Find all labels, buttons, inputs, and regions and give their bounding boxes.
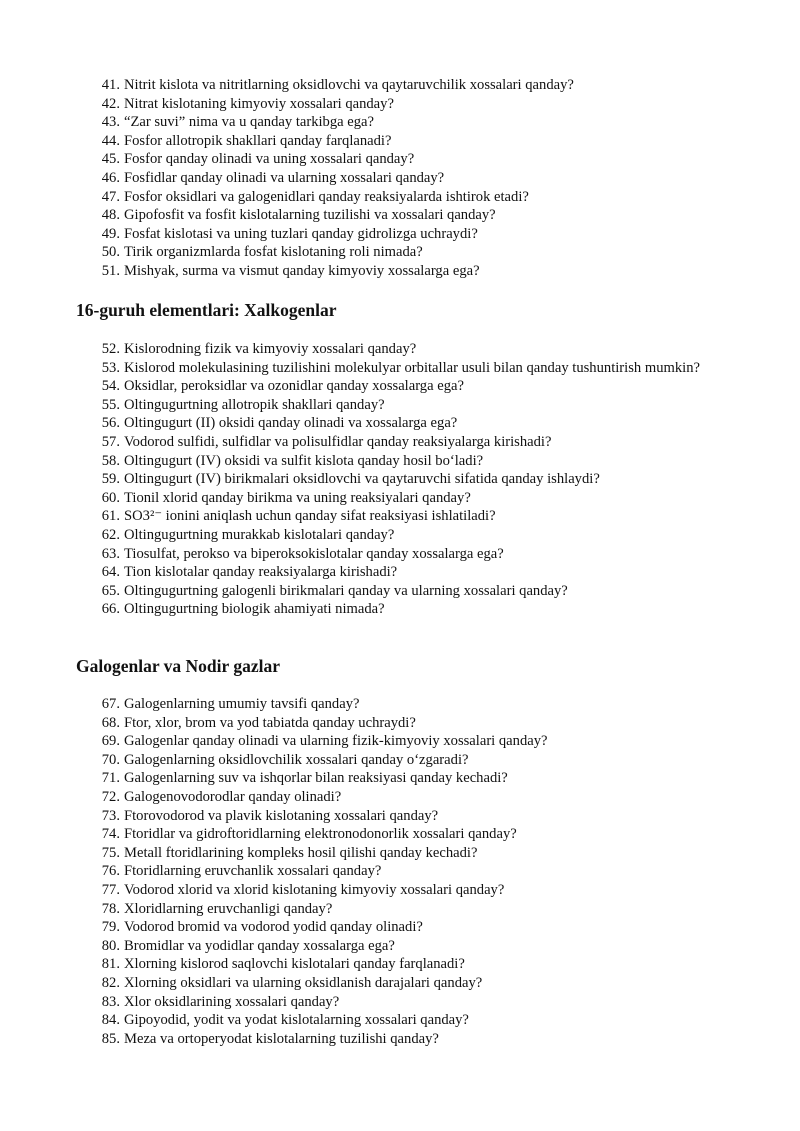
- question-item: [0, 359, 714, 378]
- question-item: [0, 169, 724, 188]
- question-number: 44.: [101, 132, 120, 149]
- question-text: Galogenlarning umumiy tavsifi qanday?: [124, 696, 360, 712]
- question-text: Ftoridlarning eruvchanlik xossalari qanday?: [124, 863, 382, 880]
- question-list-nitrogen-phosphorus: [0, 76, 724, 281]
- question-number: 82.: [101, 974, 120, 991]
- question-item: [0, 243, 724, 262]
- question-text: Fosfidlar qanday olinadi va ularning xossalari qanday?: [124, 169, 445, 186]
- question-number: 51.: [101, 262, 120, 279]
- question-text: Metall ftoridlarining kompleks hosil qilishi qanday kechadi?: [124, 844, 478, 861]
- question-item: [0, 188, 724, 207]
- question-text: Oltingugurtning biologik ahamiyati nimada?: [124, 601, 385, 618]
- question-item: [0, 150, 724, 169]
- question-item: [0, 113, 724, 132]
- question-text: Kislorodning fizik va kimyoviy xossalari qanday?: [124, 341, 417, 357]
- question-text: Oksidlar, peroksidlar va ozonidlar qanday xossalarga ega?: [124, 378, 464, 395]
- question-number: 41.: [101, 77, 120, 93]
- question-text: Galogenlar qanday olinadi va ularning fizik-kimyoviy xossalari qanday?: [124, 733, 548, 750]
- question-number: 49.: [101, 225, 120, 242]
- question-item: [0, 937, 724, 956]
- question-text: Tirik organizmlarda fosfat kislotaning roli nimada?: [124, 244, 423, 261]
- question-number: 80.: [101, 937, 120, 954]
- question-item: [0, 526, 724, 545]
- question-text: Kislorod molekulasining tuzilishini molekulyar orbitallar usuli bilan qanday tushuntirish mumkin?: [124, 359, 700, 376]
- question-text: Galogenlarning suv va ishqorlar bilan reaksiyasi qanday kechadi?: [124, 770, 508, 787]
- question-item: [0, 452, 724, 471]
- question-item: [0, 76, 724, 95]
- question-text: Gipoyodid, yodit va yodat kislotalarning xossalari qanday?: [124, 1012, 469, 1029]
- question-number: 75.: [101, 844, 120, 861]
- question-number: 45.: [101, 151, 120, 168]
- question-list-halogens: [0, 695, 724, 1048]
- question-number: 63.: [101, 545, 120, 562]
- question-item: [0, 396, 724, 415]
- question-item: [0, 881, 724, 900]
- question-text: Vodorod xlorid va xlorid kislotaning kimyoviy xossalari qanday?: [124, 881, 505, 898]
- question-number: 74.: [101, 826, 120, 843]
- question-number: 42.: [101, 95, 120, 112]
- question-text: Xlor oksidlarining xossalari qanday?: [124, 993, 340, 1010]
- question-number: 56.: [101, 415, 120, 432]
- question-number: 48.: [101, 207, 120, 224]
- question-item: [0, 844, 724, 863]
- question-item: [0, 751, 724, 770]
- question-item: [0, 732, 724, 751]
- question-text: Ftoridlar va gidroftoridlarning elektronodonorlik xossalari qanday?: [124, 826, 517, 843]
- question-number: 70.: [101, 751, 120, 768]
- question-text: SO3²⁻ ionini aniqlash uchun qanday sifat reaksiyasi ishlatiladi?: [124, 508, 496, 525]
- question-item: [0, 695, 724, 714]
- question-text: Mishyak, surma va vismut qanday kimyoviy xossalarga ega?: [124, 262, 480, 279]
- question-item: [0, 788, 724, 807]
- question-text: Fosfor allotropik shakllari qanday farqlanadi?: [124, 132, 392, 149]
- question-item: [0, 1011, 724, 1030]
- question-text: Bromidlar va yodidlar qanday xossalarga ega?: [124, 937, 395, 954]
- question-item: [0, 563, 724, 582]
- question-item: [0, 262, 724, 281]
- question-number: 68.: [101, 714, 120, 731]
- question-number: 55.: [101, 396, 120, 413]
- question-text: Nitrat kislotaning kimyoviy xossalari qanday?: [124, 95, 394, 112]
- question-item: [0, 1030, 724, 1049]
- question-number: 64.: [101, 564, 120, 581]
- question-number: 61.: [101, 508, 120, 525]
- question-number: 77.: [101, 881, 120, 898]
- question-text: Galogenovodorodlar qanday olinadi?: [124, 788, 342, 805]
- question-item: [0, 489, 724, 508]
- question-text: Nitrit kislota va nitritlarning oksidlovchi va qaytaruvchilik xossalari qanday?: [124, 77, 574, 93]
- question-text: Oltingugurt (IV) birikmalari oksidlovchi va qaytaruvchi sifatida qanday ishlaydi?: [124, 471, 600, 488]
- question-text: Oltingugurtning galogenli birikmalari qanday va ularning xossalari qanday?: [124, 582, 568, 599]
- question-text: “Zar suvi” nima va u qanday tarkibga ega?: [124, 114, 375, 131]
- question-item: [0, 340, 724, 359]
- question-item: [0, 132, 724, 151]
- question-number: 71.: [101, 770, 120, 787]
- question-item: [0, 807, 724, 826]
- question-number: 79.: [101, 919, 120, 936]
- question-text: Tiosulfat, perokso va biperoksokislotalar qanday xossalarga ega?: [124, 545, 504, 562]
- question-text: Oltingugurt (IV) oksidi va sulfit kislota qanday hosil bo‘ladi?: [124, 452, 484, 469]
- question-text: Tion kislotalar qanday reaksiyalarga kirishadi?: [124, 564, 398, 581]
- question-item: [0, 769, 724, 788]
- question-text: Meza va ortoperyodat kislotalarning tuzilishi qanday?: [124, 1030, 439, 1047]
- question-text: Xlorning oksidlari va ularning oksidlanish darajalari qanday?: [124, 974, 483, 991]
- question-number: 66.: [101, 601, 120, 618]
- question-number: 72.: [101, 788, 120, 805]
- question-text: Ftorovodorod va plavik kislotaning xossalari qanday?: [124, 807, 439, 824]
- question-number: 52.: [101, 341, 120, 357]
- question-item: [0, 714, 724, 733]
- question-list-chalcogens: [0, 340, 724, 619]
- question-number: 47.: [101, 188, 120, 205]
- question-item: [0, 582, 724, 601]
- question-item: [0, 95, 724, 114]
- question-number: 83.: [101, 993, 120, 1010]
- question-text: Ftor, xlor, brom va yod tabiatda qanday uchraydi?: [124, 714, 416, 731]
- question-item: [0, 862, 724, 881]
- question-text: Galogenlarning oksidlovchilik xossalari qanday o‘zgaradi?: [124, 751, 469, 768]
- question-number: 78.: [101, 900, 120, 917]
- question-item: [0, 825, 724, 844]
- question-item: [0, 545, 724, 564]
- question-item: [0, 206, 724, 225]
- question-number: 69.: [101, 733, 120, 750]
- section-heading-chalcogens: 16-guruh elementlari: Xalkogenlar: [76, 300, 337, 320]
- question-number: 73.: [101, 807, 120, 824]
- question-text: Tionil xlorid qanday birikma va uning reaksiyalari qanday?: [124, 489, 471, 506]
- question-item: [0, 470, 724, 489]
- question-number: 65.: [101, 582, 120, 599]
- section-heading-halogens: Galogenlar va Nodir gazlar: [76, 656, 280, 676]
- question-item: [0, 225, 724, 244]
- question-item: [0, 377, 724, 396]
- question-item: [0, 900, 724, 919]
- question-number: 46.: [101, 169, 120, 186]
- question-number: 67.: [101, 696, 120, 712]
- question-number: 59.: [101, 471, 120, 488]
- question-number: 43.: [101, 114, 120, 131]
- question-number: 57.: [101, 433, 120, 450]
- question-number: 54.: [101, 378, 120, 395]
- question-text: Fosfor oksidlari va galogenidlari qanday reaksiyalarda ishtirok etadi?: [124, 188, 529, 205]
- question-item: [0, 507, 724, 526]
- question-number: 58.: [101, 452, 120, 469]
- question-item: [0, 974, 724, 993]
- question-item: [0, 993, 724, 1012]
- question-text: Fosfat kislotasi va uning tuzlari qanday gidrolizga uchraydi?: [124, 225, 478, 242]
- question-item: [0, 414, 724, 433]
- question-number: 53.: [101, 359, 120, 376]
- question-text: Vodorod sulfidi, sulfidlar va polisulfidlar qanday reaksiyalarga kirishadi?: [124, 433, 552, 450]
- question-number: 50.: [101, 244, 120, 261]
- question-text: Gipofosfit va fosfit kislotalarning tuzilishi va xossalari qanday?: [124, 207, 496, 224]
- question-item: [0, 955, 724, 974]
- question-number: 76.: [101, 863, 120, 880]
- question-text: Oltingugurtning allotropik shakllari qanday?: [124, 396, 385, 413]
- question-text: Vodorod bromid va vodorod yodid qanday olinadi?: [124, 919, 423, 936]
- question-number: 85.: [101, 1030, 120, 1047]
- question-text: Xlorning kislorod saqlovchi kislotalari qanday farqlanadi?: [124, 956, 465, 973]
- question-text: Oltingugurt (II) oksidi qanday olinadi va xossalarga ega?: [124, 415, 458, 432]
- question-text: Oltingugurtning murakkab kislotalari qanday?: [124, 526, 395, 543]
- question-text: Fosfor qanday olinadi va uning xossalari qanday?: [124, 151, 415, 168]
- question-number: 60.: [101, 489, 120, 506]
- question-number: 62.: [101, 526, 120, 543]
- question-number: 81.: [101, 956, 120, 973]
- question-text: Xloridlarning eruvchanligi qanday?: [124, 900, 333, 917]
- question-item: [0, 600, 724, 619]
- question-item: [0, 433, 724, 452]
- question-item: [0, 918, 724, 937]
- question-number: 84.: [101, 1012, 120, 1029]
